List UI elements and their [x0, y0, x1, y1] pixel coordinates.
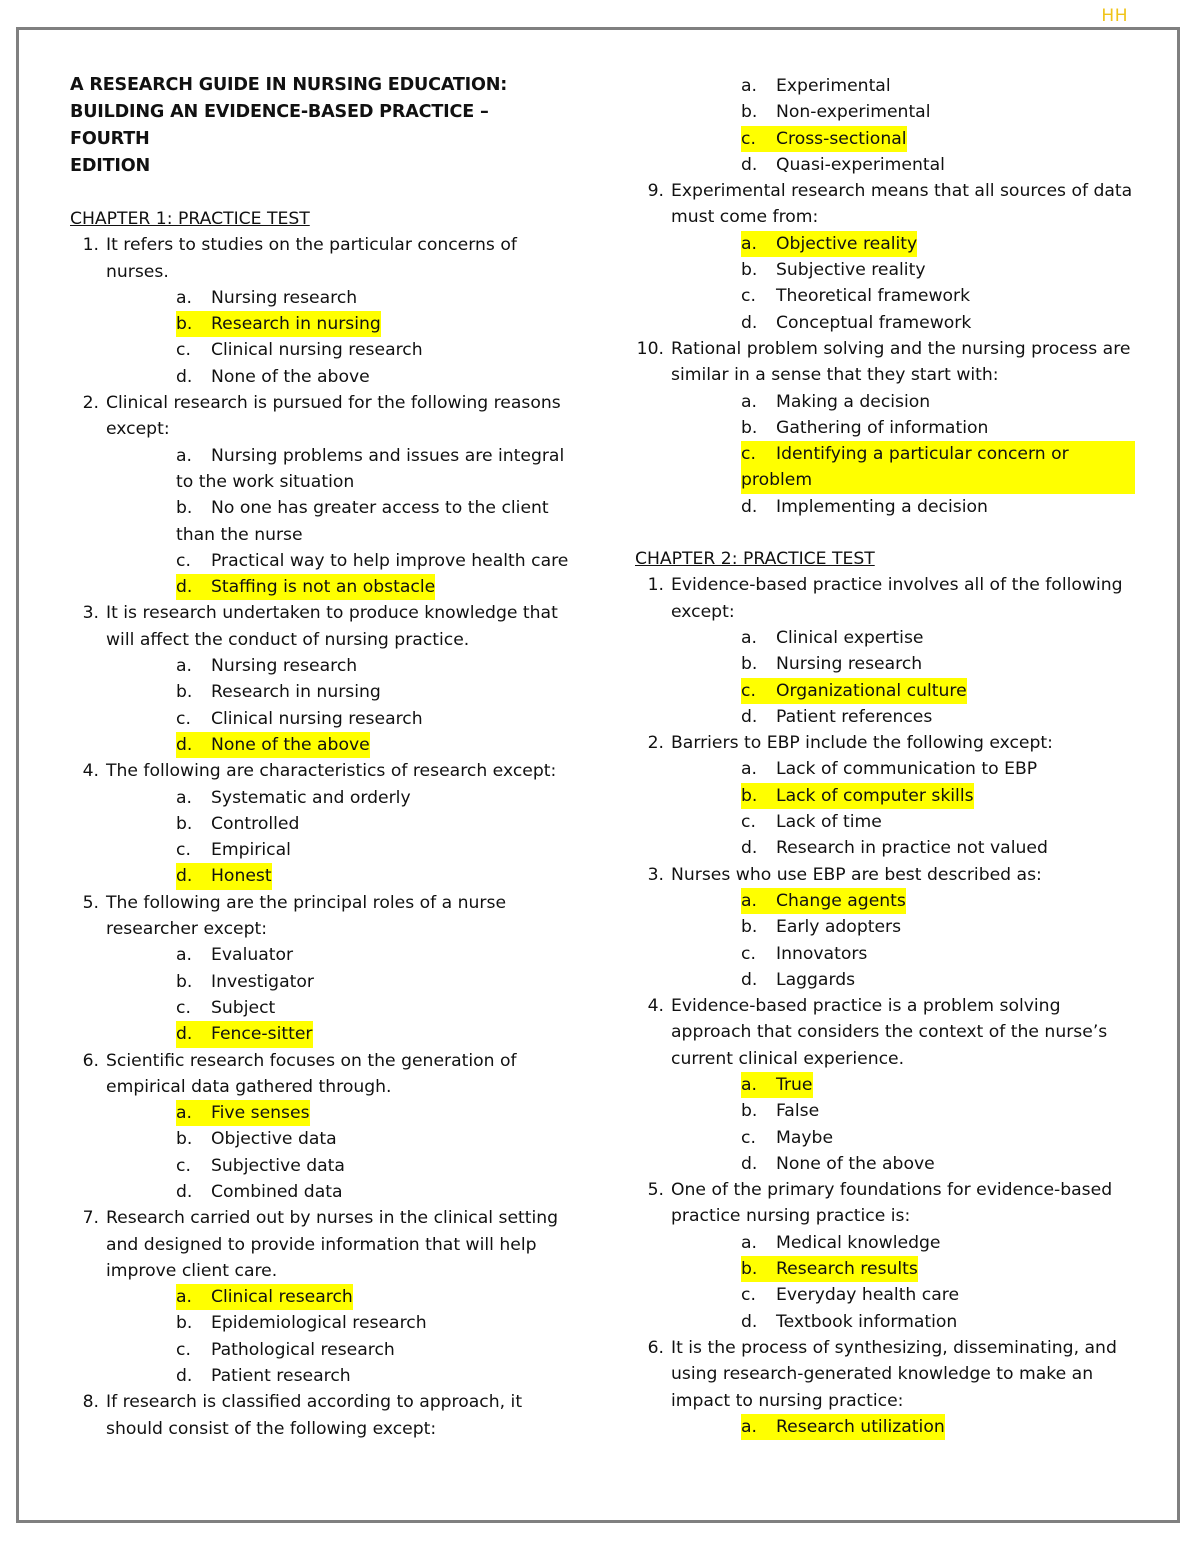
- option-text: Theoretical framework: [776, 286, 971, 307]
- question-list: [635, 572, 1135, 1440]
- answer-option: [741, 941, 1135, 967]
- option-text: Lack of time: [776, 812, 882, 833]
- question-number: 7.: [82, 1208, 99, 1229]
- option-letter: c.: [176, 1339, 191, 1360]
- option-letter: d.: [741, 1311, 758, 1332]
- option-letter: b.: [176, 498, 193, 519]
- option-letter: a.: [176, 287, 192, 308]
- option-text: Change agents: [776, 890, 906, 911]
- option-text: Lack of communication to EBP: [776, 759, 1038, 780]
- question-text: Evidence-based practice involves all of the following except:: [671, 575, 1123, 622]
- option-text: Patient research: [211, 1366, 351, 1387]
- option-letter: b.: [176, 1313, 193, 1334]
- option-text: Conceptual framework: [776, 312, 972, 333]
- answer-option: [176, 443, 570, 496]
- answer-option: [741, 888, 1135, 914]
- answer-option: [741, 1098, 1135, 1124]
- answer-option: [176, 863, 570, 889]
- option-letter: c.: [176, 840, 191, 861]
- question-number: 10.: [636, 338, 664, 359]
- answer-option: [741, 678, 1135, 704]
- answer-option: [741, 257, 1135, 283]
- option-letter: a.: [741, 890, 757, 911]
- title-line: BUILDING AN EVIDENCE-BASED PRACTICE – FOURTH: [70, 102, 489, 149]
- option-text: Subjective data: [211, 1155, 345, 1176]
- option-letter: c.: [176, 550, 191, 571]
- answer-option: [741, 967, 1135, 993]
- option-text: Empirical: [211, 840, 291, 861]
- question-list: [635, 178, 1135, 520]
- answer-option: [741, 1414, 1135, 1440]
- answer-option: [176, 1153, 570, 1179]
- option-text: Textbook information: [776, 1311, 958, 1332]
- question-text: The following are the principal roles of a nurse researcher except:: [106, 892, 507, 940]
- option-text: Research in nursing: [211, 314, 381, 335]
- option-text: Subjective reality: [776, 260, 926, 281]
- option-text: Fence-sitter: [211, 1024, 313, 1045]
- option-text: Quasi-experimental: [776, 154, 945, 175]
- chapter-heading: CHAPTER 1: PRACTICE TEST: [70, 209, 310, 229]
- question-text: Evidence-based practice is a problem solving approach that considers the context of the nurse’s current clinical experience.: [671, 996, 1108, 1069]
- question-text: Clinical research is pursued for the following reasons except:: [106, 393, 561, 440]
- option-letter: b.: [176, 813, 193, 834]
- option-letter: c.: [176, 1155, 191, 1176]
- option-text: None of the above: [776, 1153, 935, 1174]
- option-letter: d.: [176, 366, 193, 387]
- option-text: Medical knowledge: [776, 1232, 941, 1253]
- right-column: [635, 73, 1135, 1440]
- question: [635, 730, 1135, 756]
- option-text: Evaluator: [211, 945, 294, 966]
- question-text: It is the process of synthesizing, disseminating, and using research-generated knowledge to make an impact to nursing practice:: [671, 1337, 1117, 1411]
- answer-option: [176, 1100, 570, 1126]
- question-number: 4.: [82, 761, 99, 782]
- answer-option: [741, 1282, 1135, 1308]
- answer-option: [176, 364, 570, 390]
- option-text: Objective data: [211, 1129, 337, 1150]
- option-text: Clinical nursing research: [211, 340, 423, 361]
- answer-option: [176, 1126, 570, 1152]
- option-text: Identifying a particular concern or problem: [741, 444, 1069, 491]
- answer-option: [176, 548, 570, 574]
- question-text: The following are characteristics of research except:: [106, 761, 557, 782]
- answer-option: [176, 311, 570, 337]
- option-letter: b.: [741, 917, 758, 938]
- question: [70, 890, 570, 943]
- option-text: Pathological research: [211, 1339, 395, 1360]
- answer-option: [741, 231, 1135, 257]
- option-letter: a.: [741, 1232, 757, 1253]
- option-text: Nursing research: [211, 287, 358, 308]
- option-letter: a.: [176, 656, 192, 677]
- option-letter: d.: [741, 312, 758, 333]
- question-number: 9.: [647, 181, 664, 202]
- question: [70, 232, 570, 285]
- answer-option: [176, 1363, 570, 1389]
- question: [70, 1389, 570, 1442]
- question-number: 6.: [82, 1050, 99, 1071]
- option-letter: d.: [741, 969, 758, 990]
- question-number: 5.: [82, 892, 99, 913]
- question-number: 6.: [647, 1337, 664, 1358]
- answer-option: [741, 494, 1135, 520]
- option-letter: c.: [741, 1127, 756, 1148]
- answer-option: [741, 1151, 1135, 1177]
- left-column: [70, 72, 570, 1442]
- question-number: 1.: [647, 575, 664, 596]
- option-letter: b.: [176, 971, 193, 992]
- option-text: False: [776, 1101, 820, 1122]
- option-letter: b.: [741, 417, 758, 438]
- continued-options: [635, 73, 1135, 178]
- option-text: Cross-sectional: [776, 128, 907, 149]
- answer-option: [176, 1337, 570, 1363]
- question-number: 5.: [647, 1180, 664, 1201]
- option-text: Staffing is not an obstacle: [211, 577, 436, 598]
- question: [70, 758, 570, 784]
- option-text: Research in nursing: [211, 682, 381, 703]
- question-number: 3.: [647, 864, 664, 885]
- option-text: Research in practice not valued: [776, 838, 1048, 859]
- answer-option: [741, 835, 1135, 861]
- answer-option: [176, 285, 570, 311]
- question-text: Scientific research focuses on the generation of empirical data gathered through.: [106, 1050, 517, 1097]
- option-text: Clinical research: [211, 1287, 353, 1308]
- option-text: Research results: [776, 1259, 918, 1280]
- answer-option: [741, 783, 1135, 809]
- option-letter: b.: [741, 785, 758, 806]
- option-letter: c.: [741, 1285, 756, 1306]
- question: [70, 600, 570, 653]
- option-text: Controlled: [211, 813, 300, 834]
- option-letter: a.: [741, 759, 757, 780]
- option-letter: c.: [741, 286, 756, 307]
- question-number: 2.: [647, 733, 664, 754]
- option-text: Experimental: [776, 76, 891, 96]
- answer-option: [741, 441, 1135, 494]
- option-letter: c.: [176, 708, 191, 729]
- answer-option: [741, 704, 1135, 730]
- option-letter: d.: [176, 1366, 193, 1387]
- question: [635, 1177, 1135, 1230]
- answer-option: [741, 126, 1135, 152]
- option-letter: c.: [176, 997, 191, 1018]
- answer-option: [176, 732, 570, 758]
- option-text: Gathering of information: [776, 417, 989, 438]
- option-letter: d.: [176, 734, 193, 755]
- question: [635, 1335, 1135, 1414]
- answer-option: [176, 1021, 570, 1047]
- option-letter: c.: [176, 340, 191, 361]
- option-text: Epidemiological research: [211, 1313, 427, 1334]
- option-letter: b.: [176, 682, 193, 703]
- question-number: 1.: [82, 235, 99, 256]
- answer-option: [741, 73, 1135, 99]
- title-line: EDITION: [70, 156, 150, 176]
- option-letter: a.: [741, 233, 757, 254]
- question-number: 8.: [82, 1392, 99, 1413]
- option-text: Nursing problems and issues are integral to the work situation: [176, 445, 565, 492]
- option-letter: a.: [176, 1103, 192, 1124]
- option-text: Clinical nursing research: [211, 708, 423, 729]
- option-letter: b.: [741, 102, 758, 123]
- question: [635, 993, 1135, 1072]
- question: [70, 1205, 570, 1284]
- option-letter: b.: [176, 314, 193, 335]
- answer-option: [176, 495, 570, 548]
- option-letter: d.: [176, 1024, 193, 1045]
- question-text: It refers to studies on the particular concerns of nurses.: [106, 235, 517, 282]
- question-text: One of the primary foundations for evidence-based practice nursing practice is:: [671, 1180, 1113, 1227]
- option-letter: a.: [741, 1416, 757, 1437]
- question-number: 2.: [82, 393, 99, 414]
- option-text: Investigator: [211, 971, 314, 992]
- answer-option: [741, 625, 1135, 651]
- answer-option: [741, 756, 1135, 782]
- option-letter: c.: [741, 444, 756, 465]
- question: [635, 862, 1135, 888]
- title-line: A RESEARCH GUIDE IN NURSING EDUCATION:: [70, 75, 508, 95]
- question-text: If research is classified according to approach, it should consist of the following except:: [106, 1392, 523, 1439]
- answer-option: [176, 706, 570, 732]
- answer-option: [176, 811, 570, 837]
- option-text: Five senses: [211, 1103, 310, 1124]
- option-letter: a.: [176, 1287, 192, 1308]
- option-text: Everyday health care: [776, 1285, 960, 1306]
- option-letter: a.: [176, 787, 192, 808]
- answer-option: [741, 1072, 1135, 1098]
- option-letter: a.: [741, 1074, 757, 1095]
- option-letter: d.: [176, 1181, 193, 1202]
- option-text: Patient references: [776, 706, 933, 727]
- option-letter: b.: [741, 654, 758, 675]
- option-text: True: [776, 1074, 813, 1095]
- question: [635, 178, 1135, 231]
- answer-option: [741, 99, 1135, 125]
- question: [635, 336, 1135, 389]
- option-text: None of the above: [211, 734, 370, 755]
- option-text: Nursing research: [776, 654, 923, 675]
- option-text: Non-experimental: [776, 102, 931, 123]
- answer-option: [741, 415, 1135, 441]
- option-text: Lack of computer skills: [776, 785, 974, 806]
- document-title: [70, 72, 570, 180]
- option-letter: c.: [741, 680, 756, 701]
- answer-option: [176, 337, 570, 363]
- answer-option: [741, 1230, 1135, 1256]
- answer-option: [741, 809, 1135, 835]
- option-text: Laggards: [776, 969, 856, 990]
- option-text: Subject: [211, 997, 276, 1018]
- option-letter: c.: [741, 943, 756, 964]
- option-letter: d.: [741, 838, 758, 859]
- answer-option: [741, 1256, 1135, 1282]
- option-letter: b.: [741, 260, 758, 281]
- option-text: Honest: [211, 866, 272, 887]
- option-letter: c.: [741, 128, 756, 149]
- answer-option: [741, 651, 1135, 677]
- option-letter: d.: [741, 496, 758, 517]
- answer-option: [741, 152, 1135, 178]
- option-letter: c.: [741, 812, 756, 833]
- answer-option: [176, 574, 570, 600]
- option-text: No one has greater access to the client than the nurse: [176, 498, 549, 545]
- option-letter: a.: [741, 391, 757, 412]
- question-text: Experimental research means that all sources of data must come from:: [671, 181, 1133, 228]
- question-text: Barriers to EBP include the following except:: [671, 733, 1053, 754]
- option-letter: d.: [176, 866, 193, 887]
- question-text: Nurses who use EBP are best described as:: [671, 864, 1042, 885]
- option-text: Combined data: [211, 1181, 343, 1202]
- question-text: It is research undertaken to produce knowledge that will affect the conduct of nursing practice.: [106, 603, 558, 650]
- option-letter: a.: [176, 945, 192, 966]
- option-letter: b.: [741, 1101, 758, 1122]
- option-text: Making a decision: [776, 391, 931, 412]
- chapter-heading: CHAPTER 2: PRACTICE TEST: [635, 549, 875, 570]
- question-text: Rational problem solving and the nursing process are similar in a sense that they start with:: [671, 338, 1131, 386]
- answer-option: [741, 310, 1135, 336]
- option-text: None of the above: [211, 366, 370, 387]
- option-text: Clinical expertise: [776, 627, 924, 648]
- option-letter: d.: [741, 154, 758, 175]
- answer-option: [176, 1179, 570, 1205]
- option-letter: a.: [741, 627, 757, 648]
- option-text: Systematic and orderly: [211, 787, 411, 808]
- option-text: Early adopters: [776, 917, 902, 938]
- answer-option: [741, 283, 1135, 309]
- question: [635, 572, 1135, 625]
- option-letter: a.: [741, 76, 757, 96]
- option-text: Nursing research: [211, 656, 358, 677]
- question-text: Research carried out by nurses in the clinical setting and designed to provide information that will help improve client care.: [106, 1208, 559, 1281]
- question: [70, 390, 570, 443]
- option-text: Maybe: [776, 1127, 834, 1148]
- option-letter: d.: [176, 577, 193, 598]
- answer-option: [741, 1309, 1135, 1335]
- option-letter: a.: [176, 445, 192, 466]
- answer-option: [176, 653, 570, 679]
- answer-option: [176, 995, 570, 1021]
- question-number: 4.: [647, 996, 664, 1017]
- answer-option: [741, 914, 1135, 940]
- question-list: [70, 232, 570, 1442]
- option-text: Practical way to help improve health care: [211, 550, 569, 571]
- answer-option: [176, 969, 570, 995]
- option-text: Implementing a decision: [776, 496, 988, 517]
- answer-option: [176, 942, 570, 968]
- option-text: Objective reality: [776, 233, 918, 254]
- answer-option: [741, 389, 1135, 415]
- option-letter: b.: [176, 1129, 193, 1150]
- answer-option: [741, 1125, 1135, 1151]
- answer-option: [176, 1284, 570, 1310]
- option-text: Innovators: [776, 943, 868, 964]
- option-letter: b.: [741, 1259, 758, 1280]
- option-letter: d.: [741, 1153, 758, 1174]
- answer-option: [176, 679, 570, 705]
- option-text: Research utilization: [776, 1416, 945, 1437]
- answer-option: [176, 1310, 570, 1336]
- option-text: Organizational culture: [776, 680, 967, 701]
- question-number: 3.: [82, 603, 99, 624]
- question: [70, 1048, 570, 1101]
- option-letter: d.: [741, 706, 758, 727]
- header-initials: HH: [1101, 6, 1128, 26]
- answer-option: [176, 785, 570, 811]
- answer-option: [176, 837, 570, 863]
